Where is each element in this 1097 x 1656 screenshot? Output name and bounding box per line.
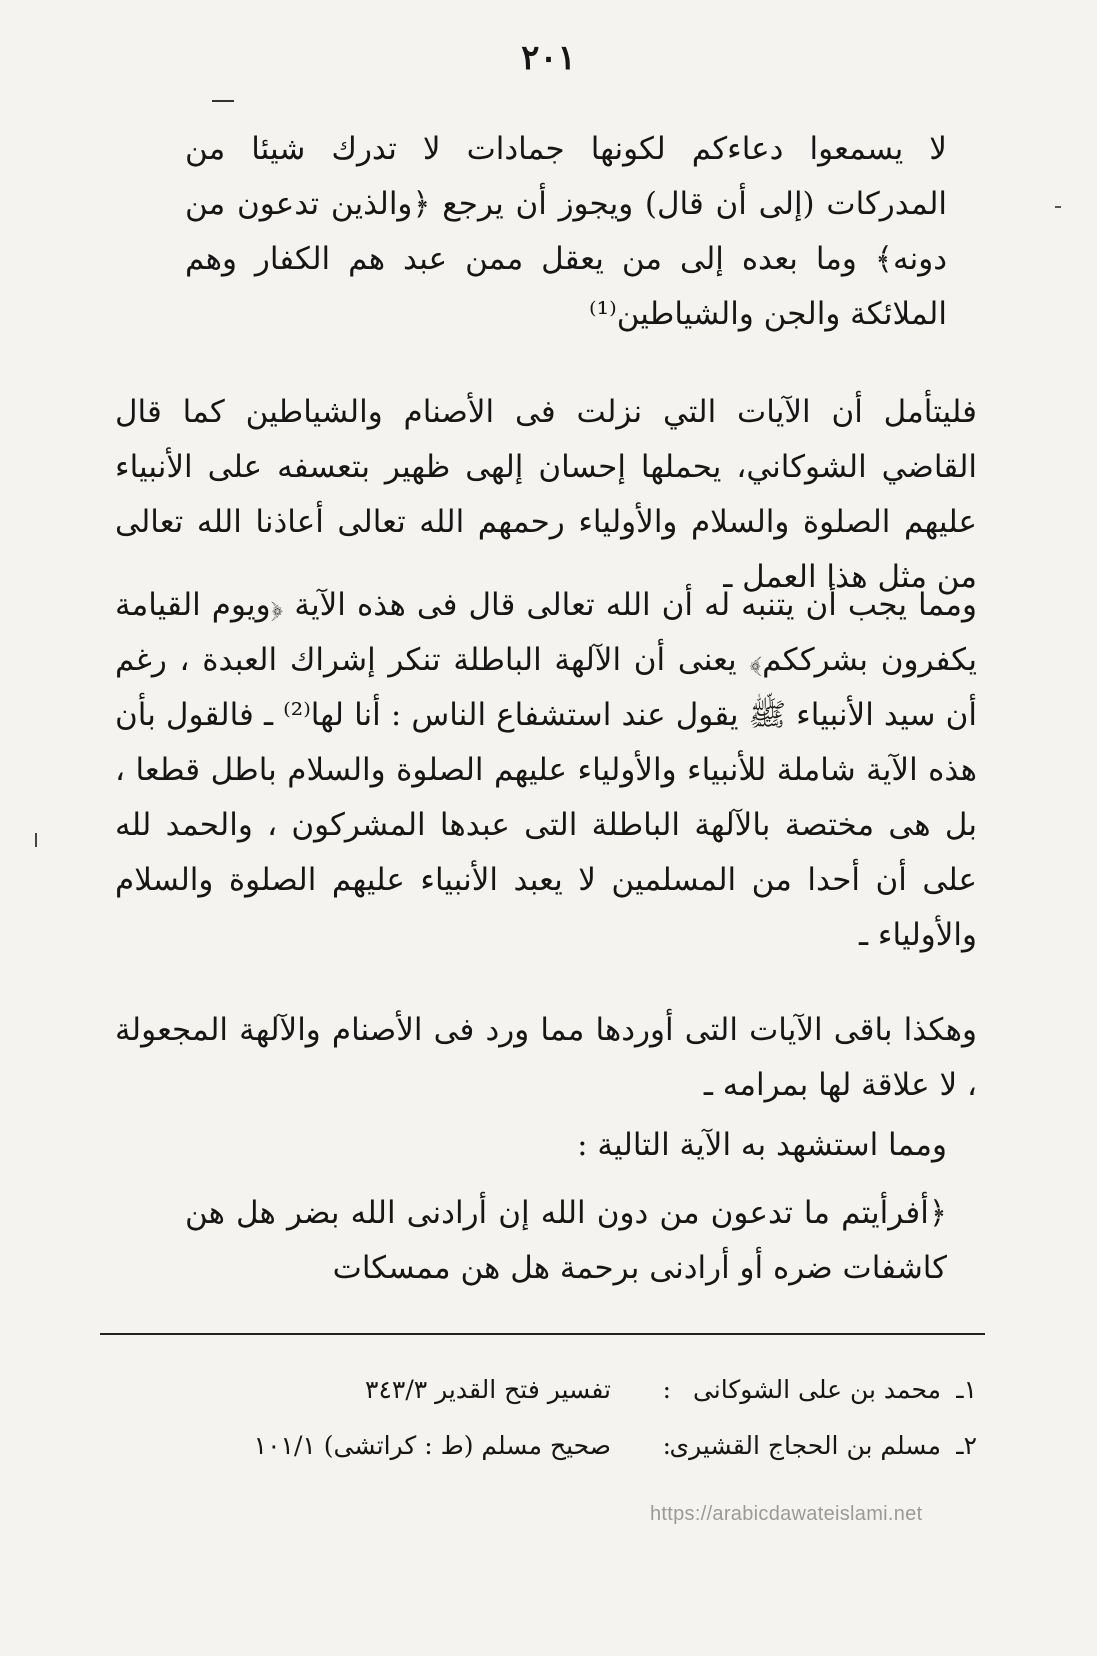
footnote-1 <box>127 1362 977 1418</box>
footnote-number: ٢ـ <box>956 1431 977 1460</box>
top-dash-mark <box>212 100 234 102</box>
footnote-colon: : <box>662 1375 671 1404</box>
quoted-verse: ﴿أفرأيتم ما تدعون من دون الله إن أرادنى الله بضر هل هن كاشفات ضره أو أرادنى برحمة هل هن ممسكات <box>185 1195 947 1286</box>
footnote-separator <box>100 1333 985 1335</box>
quoted-passage-1: لا يسمعوا دعاءكم لكونها جمادات لا تدرك شيئا من المدركات (إلى أن قال) ويجوز أن يرجع ﴿والذين تدعون من دونه﴾ وما بعده إلى من يعقل ممن عبد هم الكفار وهم الملائكة والجن والشياطين⁽¹⁾ <box>185 131 947 332</box>
footnote-2 <box>127 1418 977 1474</box>
footnote-author: مسلم بن الحجاج القشيرى <box>669 1431 941 1460</box>
watermark-url: https://arabicdawateislami.net <box>650 1503 923 1525</box>
paragraph-4: ومما استشهد به الآية التالية : <box>577 1127 947 1163</box>
footnotes <box>127 1362 977 1474</box>
footnote-source: تفسير فتح القدير ٣٤٣/٣ <box>365 1375 611 1404</box>
footnote-colon: : <box>662 1431 671 1460</box>
margin-tick-mark <box>35 833 37 847</box>
paragraph-1: فليتأمل أن الآيات التي نزلت فى الأصنام والشياطين كما قال القاضي الشوكاني، يحملها إحسان إلهى ظهير بتعسفه على الأنبياء عليهم الصلوة والسلام والأولياء رحمهم الله تعالى أعاذنا الله تعالى من مثل هذا العمل ـ <box>115 394 977 595</box>
page-number: ٢٠١ <box>521 38 576 78</box>
footnote-source: صحيح مسلم (ط : كراتشى) ١٠١/١ <box>253 1431 611 1460</box>
footnote-number: ١ـ <box>956 1375 977 1404</box>
paragraph-3: وهكذا باقى الآيات التى أوردها مما ورد فى الأصنام والآلهة المجعولة ، لا علاقة لها بمرامه ـ <box>115 1012 977 1103</box>
margin-dot-mark <box>1055 206 1061 208</box>
paragraph-2: ومما يجب أن يتنبه له أن الله تعالى قال فى هذه الآية ﴿ويوم القيامة يكفرون بشرككم﴾ يعنى أن الآلهة الباطلة تنكر إشراك العبدة ، رغم أن سيد الأنبياء ﷺ يقول عند استشفاع الناس : أنا لها⁽²⁾ ـ فالقول بأن هذه الآية شاملة للأنبياء والأولياء عليهم الصلوة والسلام باطل قطعا ، بل هى مختصة بالآلهة الباطلة التى عبدها المشركون ، والحمد لله على أن أحدا من المسلمين لا يعبد الأنبياء عليهم الصلوة والسلام والأولياء ـ <box>115 587 978 953</box>
footnote-author: محمد بن على الشوكانى <box>692 1375 941 1404</box>
